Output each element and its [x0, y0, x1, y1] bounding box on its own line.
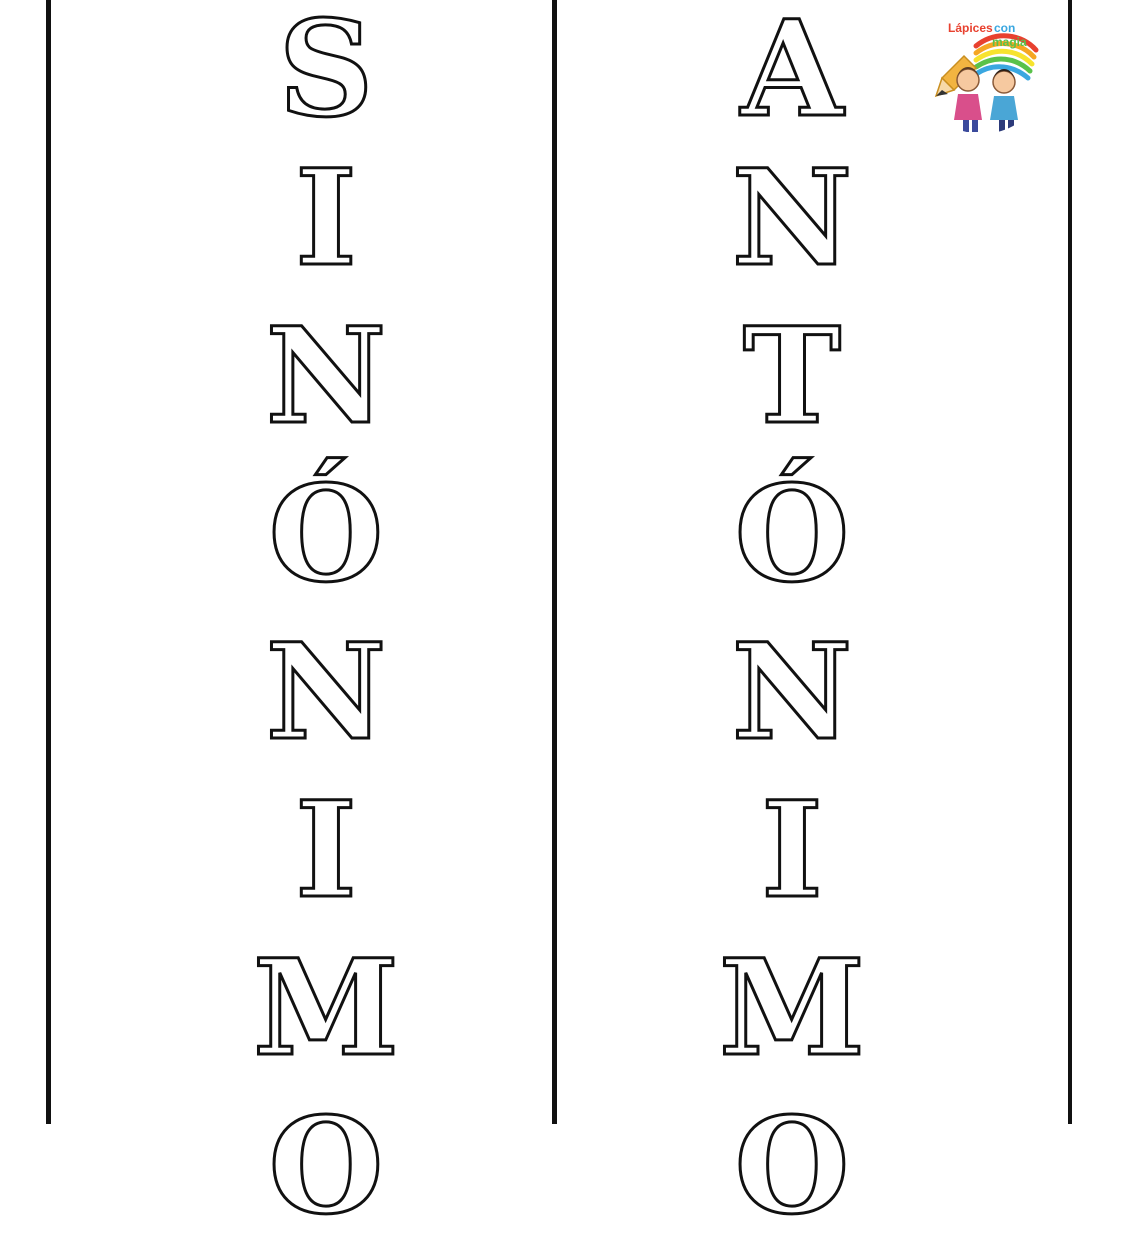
- outline-letter: Ó: [268, 457, 384, 612]
- outline-letter: O: [268, 1089, 384, 1244]
- logo-text-mid: con: [994, 21, 1016, 35]
- word-column-synonym: [226, 0, 426, 1246]
- word-column-antonym: [692, 0, 892, 1246]
- logo-text-bottom: magia: [992, 35, 1027, 49]
- logo-text-top: Lápices: [948, 21, 993, 35]
- outline-letter: N: [265, 299, 387, 454]
- outline-letter: N: [731, 615, 853, 770]
- outline-letter: I: [295, 141, 357, 296]
- vertical-rule-right: [1068, 0, 1072, 1124]
- lapices-con-magia-logo: [918, 6, 1046, 134]
- outline-letter: O: [734, 1089, 850, 1244]
- vertical-rule-middle: [552, 0, 557, 1124]
- outline-letter: M: [252, 931, 400, 1086]
- outline-letter: A: [740, 0, 844, 147]
- vertical-rule-left: [46, 0, 51, 1124]
- outline-letter: I: [295, 773, 357, 928]
- outline-letter: I: [761, 773, 823, 928]
- outline-letter: S: [278, 0, 374, 147]
- outline-letter: Ó: [734, 457, 850, 612]
- outline-letter: N: [731, 141, 853, 296]
- outline-letter: N: [265, 615, 387, 770]
- outline-letter: M: [718, 931, 866, 1086]
- outline-letter: T: [742, 299, 842, 454]
